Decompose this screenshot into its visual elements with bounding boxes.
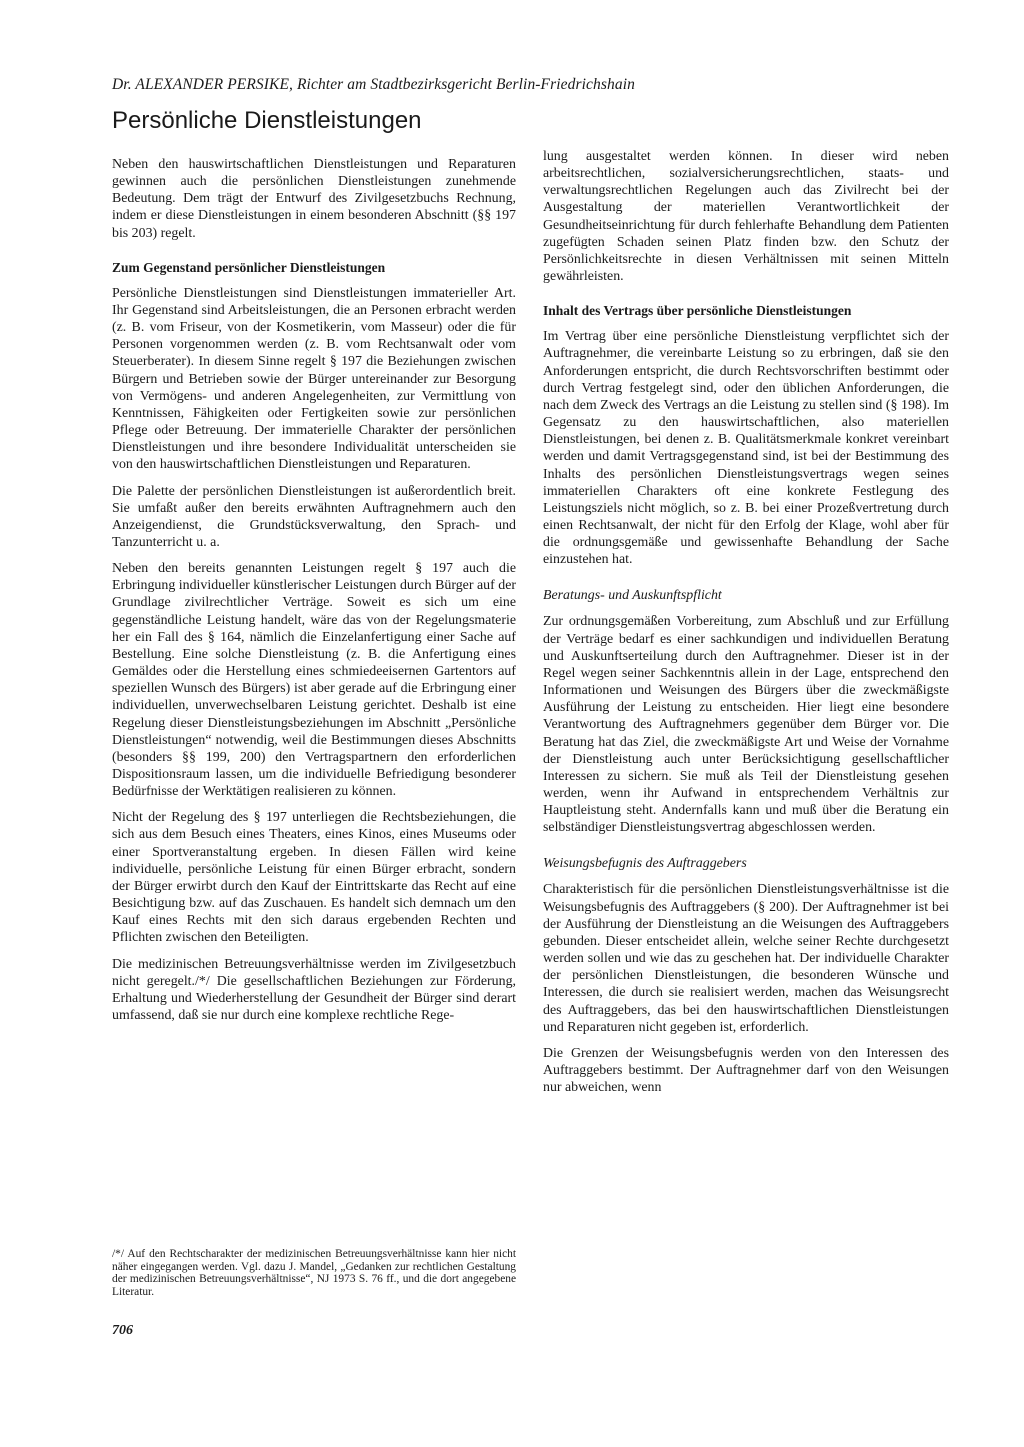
- paragraph: Nicht der Regelung des § 197 unterliegen die Rechtsbeziehungen, die sich aus dem Besuch eines Theaters, eines Kinos, eines Museums oder einer Sportveranstaltung ergeben. In diesen Fällen wird keine individuelle, persönliche Leistung für einen Bürger erbracht, sondern der Bürger erwirbt durch den Kauf der Eintrittskarte das Recht auf eine Besichtigung bzw. auf das Zuschauen. Es handelt sich demnach um den Kauf eines Rechts mit den sich daraus ergebenden Rechten und Pflichten zwischen den Beteiligten.: [112, 810, 516, 946]
- left-column: [112, 156, 516, 1033]
- paragraph: Die Palette der persönlichen Dienstleistungen ist außerordentlich breit. Sie umfaßt außer den bereits erwähnten Auftragnehmern auch den Anzeigendienst, die Grundstücksverwaltung, den Sprach- und Tanzunterricht u. a.: [112, 483, 516, 550]
- article-title: Persönliche Dienstleistungen: [112, 107, 422, 134]
- paragraph: Neben den hauswirtschaftlichen Dienstleistungen und Reparaturen gewinnen auch die persönlichen Dienstleistungen zunehmende Bedeutung. Dem trägt der Entwurf des Zivilgesetzbuchs Rechnung, indem er diese Dienstleistungen in einem besonderen Abschnitt (§§ 197 bis 203) regelt.: [112, 157, 516, 241]
- footnote: /*/ Auf den Rechtscharakter der medizinischen Betreuungsverhältnisse kann hier nicht näher eingegangen werden. Vgl. dazu J. Mandel, „Gedanken zur rechtlichen Gestaltung der medizinischen Betreuungsverhältnisse“, NJ 1973 S. 76 ff., und die dort angegebene Literatur.: [112, 1248, 516, 1298]
- section-heading: Zum Gegenstand persönlicher Dienstleistungen: [112, 259, 386, 275]
- subsection-heading: Weisungsbefugnis des Auftraggebers: [543, 856, 747, 872]
- author-byline: Dr. ALEXANDER PERSIKE, Richter am Stadtbezirksgericht Berlin-Friedrichshain: [112, 76, 635, 93]
- paragraph: Persönliche Dienstleistungen sind Dienstleistungen immaterieller Art. Ihr Gegenstand sind Arbeitsleistungen, die an Personen erbracht werden (z. B. vom Friseur, von der Kosmetikerin, vom Masseur) oder die für Personen vorgenommen werden (z. B. vom Rechtsanwalt oder vom Steuerberater). In diesem Sinne regelt § 197 die Beziehungen zwischen Bürgern und Betrieben sowie der Bürger untereinander zur Besorgung von Vermögens- und anderen Angelegenheiten, zur Vermittlung von Kenntnissen, Fähigkeiten oder Fertigkeiten sowie zur persönlichen Pflege oder Betreuung. Der immaterielle Charakter der persönlichen Dienstleistungen und ihre besondere Individualität unterscheiden sie von den hauswirtschaftlichen Dienstleistungen und Reparaturen.: [112, 285, 516, 473]
- paragraph: Die medizinischen Betreuungsverhältnisse werden im Zivilgesetzbuch nicht geregelt./*/ Die gesellschaftlichen Beziehungen zur Förderung, Erhaltung und Wiederherstellung der Gesundheit der Bürger sind derart umfassend, daß sie nur durch eine komplexe rechtliche Rege-: [112, 956, 516, 1024]
- paragraph: lung ausgestaltet werden können. In dieser wird neben arbeitsrechtlichen, sozialversicherungsrechtlichen, staats- und verwaltungsrechtlichen Regelungen auch das Zivilrecht bei der Ausgestaltung der materiellen Verantwortlichkeit der Gesundheitseinrichtung für durch fehlerhafte Behandlung dem Patienten zugefügten Schaden seinen Platz finden bzw. den Schutz der Persönlichkeitsrechte in diesen Verhältnissen mit seinen Mitteln gewährleisten.: [543, 149, 949, 285]
- paragraph: Zur ordnungsgemäßen Vorbereitung, zum Abschluß und zur Erfüllung der Verträge bedarf es einer sachkundigen und individuellen Beratung und Auskunftserteilung durch den Auftragnehmer. Dieser ist in der Regel wegen seiner Sachkenntnis allein in der Lage, entsprechend den Informationen und Weisungen des Bürgers über die zweckmäßigste Ausführung der Leistung zu entscheiden. Hier liegt eine besondere Verantwortung des Auftragnehmers gegenüber dem Bürger vor. Die Beratung hat das Ziel, die zweckmäßigste Art und Weise der Vornahme der Dienstleistung auch unter Berücksichtigung gesellschaftlicher Interessen zu sichern. Sie muß als Teil der Dienstleistung gesehen werden, wenn ihr Aufwand in entsprechendem Verhältnis zur Hauptleistung steht. Andernfalls kann und muß über die Beratung ein selbständiger Dienstleistungsvertrag abgeschlossen werden.: [543, 614, 949, 836]
- page-number: 706: [112, 1323, 133, 1338]
- paragraph: Im Vertrag über eine persönliche Dienstleistung verpflichtet sich der Auftragnehmer, die vereinbarte Leistung so zu erbringen, daß sie den Anforderungen entspricht, die durch Rechtsvorschriften bestimmt oder durch Vertrag festgelegt sind, oder den üblichen Anforderungen, die nach dem Zweck des Vertrags an die Leistung zu stellen sind (§ 198). Im Gegensatz zu den hauswirtschaftlichen, also materiellen Dienstleistungen, bei denen z. B. Qualitätsmerkmale konkret vereinbart werden und damit Vertragsgegenstand sind, ist bei der Bestimmung des Inhalts des persönlichen Dienstleistungsvertrags wegen seines immateriellen Charakters oft eine konkrete Festlegung des Leistungsziels nicht möglich, so z. B. bei einer Prozeßvertretung durch einen Rechtsanwalt, der nicht für den Erfolg der Klage, wohl aber für die ordnungsgemäße und gewissenhafte Behandlung der Sache einzustehen hat.: [543, 329, 949, 568]
- paragraph: Charakteristisch für die persönlichen Dienstleistungsverhältnisse ist die Weisungsbefugnis des Auftraggebers (§ 200). Der Auftragnehmer ist bei der Ausführung der Dienstleistung an die Weisungen des Auftraggebers gebunden. Dieser entscheidet allein, welche seiner Rechte durchgesetzt werden sollen und wie das zu geschehen hat. Der individuelle Charakter der persönlichen Dienstleistungen, die besonderen Wünsche und Interessen, die durch sie realisiert werden, machen das Weisungsrecht des Auftraggebers, das bei den hauswirtschaftlichen Dienstleistungen und Reparaturen nicht gegeben ist, erforderlich.: [543, 882, 949, 1035]
- subsection-heading: Beratungs- und Auskunftspflicht: [543, 588, 722, 604]
- paragraph: Die Grenzen der Weisungsbefugnis werden von den Interessen des Auftraggebers bestimmt. Der Auftragnehmer darf von den Weisungen nur abweichen, wenn: [543, 1045, 949, 1096]
- paragraph: Neben den bereits genannten Leistungen regelt § 197 auch die Erbringung individueller künstlerischer Leistungen durch Bürger auf der Grundlage zivilrechtlicher Verträge. Soweit es sich um eine gegenständliche Leistung handelt, wäre das von der Regelungsmaterie her ein Fall des § 164, nämlich die Einzelanfertigung einer Sache auf Bestellung. Eine solche Dienstleistung (z. B. die Anfertigung eines Gemäldes oder die Herstellung eines schmiedeeisernen Gartentors auf speziellen Wunsch des Bürgers) ist aber gerade auf die Erbringung einer individuellen, unverwechselbaren Leistung gerichtet. Deshalb ist eine Regelung dieser Dienstleistungsbeziehungen im Abschnitt „Persönliche Dienstleistungen“ notwendig, weil die Bestimmungen dieses Abschnitts (besonders §§ 199, 200) den Vertragspartnern den erforderlichen Dispositionsraum lassen, um die individuelle Befriedigung besonderer Bedürfnisse der Werktätigen realisieren zu können.: [112, 561, 516, 800]
- right-column: [543, 148, 949, 1105]
- section-heading: Inhalt des Vertrags über persönliche Dienstleistungen: [543, 303, 852, 319]
